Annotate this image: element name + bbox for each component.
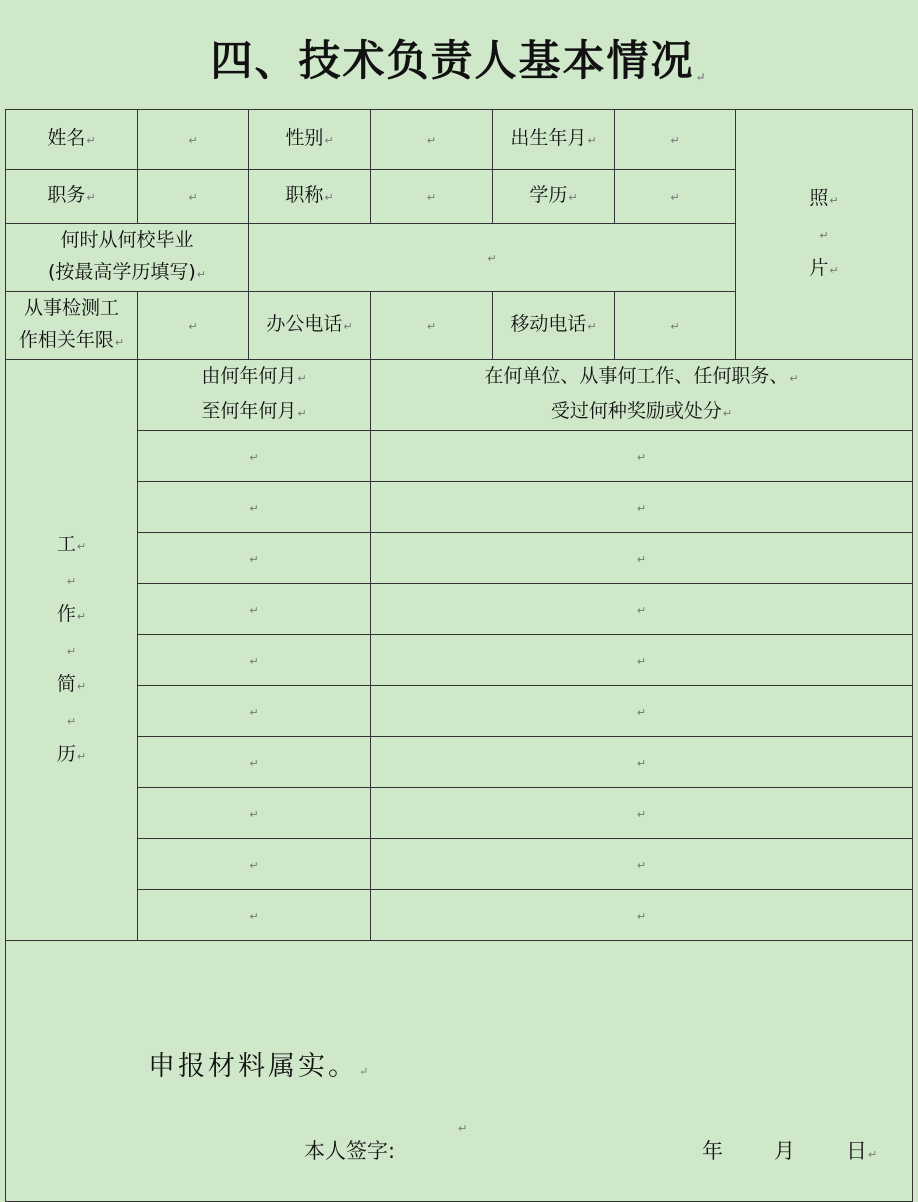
position-label: 职务↵ xyxy=(6,170,138,224)
table-row xyxy=(6,890,913,941)
period-field[interactable]: ↵ xyxy=(138,890,371,941)
table-row xyxy=(6,584,913,635)
gender-label: 性别↵ xyxy=(249,110,371,170)
position-field[interactable]: ↵ xyxy=(138,170,249,224)
resume-label: 工↵ ↵ 作↵ ↵ 简↵ ↵ 历↵ xyxy=(6,360,138,941)
detail-field[interactable]: ↵ xyxy=(371,890,913,941)
title-label: 职称↵ xyxy=(249,170,371,224)
table-row xyxy=(6,839,913,890)
birth-label: 出生年月↵ xyxy=(493,110,615,170)
period-field[interactable]: ↵ xyxy=(138,584,371,635)
education-field[interactable]: ↵ xyxy=(615,170,736,224)
birth-field[interactable]: ↵ xyxy=(615,110,736,170)
table-row xyxy=(6,533,913,584)
office-phone-label: 办公电话↵ xyxy=(249,292,371,360)
title-field[interactable]: ↵ xyxy=(371,170,493,224)
name-field[interactable]: ↵ xyxy=(138,110,249,170)
detail-field[interactable]: ↵ xyxy=(371,482,913,533)
date-month-label: 月 xyxy=(774,1139,795,1163)
photo-label-2: 片↵ xyxy=(809,257,839,279)
mobile-phone-label: 移动电话↵ xyxy=(493,292,615,360)
period-field[interactable]: ↵ xyxy=(138,686,371,737)
photo-box[interactable]: 照↵ ↵ 片↵ xyxy=(736,110,913,360)
period-field[interactable]: ↵ xyxy=(138,482,371,533)
detail-field[interactable]: ↵ xyxy=(371,839,913,890)
detail-field[interactable]: ↵ xyxy=(371,788,913,839)
table-row xyxy=(6,788,913,839)
school-field[interactable]: ↵ xyxy=(249,224,736,292)
signature-label: 本人签字: xyxy=(304,1139,396,1163)
years-label: 从事检测工 作相关年限↵ xyxy=(6,292,138,360)
table-row xyxy=(6,686,913,737)
detail-header: 在何单位、从事何工作、任何职务、↵ 受过何种奖励或处分↵ xyxy=(371,360,913,431)
detail-field[interactable]: ↵ xyxy=(371,635,913,686)
period-field[interactable]: ↵ xyxy=(138,431,371,482)
detail-field[interactable]: ↵ xyxy=(371,533,913,584)
technical-lead-form xyxy=(5,109,913,1202)
photo-label-1: 照↵ xyxy=(809,187,839,209)
table-row xyxy=(6,482,913,533)
page-title: 四、技术负责人基本情况↵ xyxy=(210,36,708,85)
period-field[interactable]: ↵ xyxy=(138,635,371,686)
detail-field[interactable]: ↵ xyxy=(371,584,913,635)
detail-field[interactable]: ↵ xyxy=(371,431,913,482)
office-phone-field[interactable]: ↵ xyxy=(371,292,493,360)
table-row xyxy=(6,635,913,686)
period-header: 由何年何月↵ 至何年何月↵ xyxy=(138,360,371,431)
gender-field[interactable]: ↵ xyxy=(371,110,493,170)
date-year-label: 年 xyxy=(702,1139,723,1163)
education-label: 学历↵ xyxy=(493,170,615,224)
school-label: 何时从何校毕业 (按最高学历填写)↵ xyxy=(6,224,249,292)
table-row xyxy=(6,431,913,482)
period-field[interactable]: ↵ xyxy=(138,533,371,584)
mobile-phone-field[interactable]: ↵ xyxy=(615,292,736,360)
period-field[interactable]: ↵ xyxy=(138,839,371,890)
date-day-label: 日↵ xyxy=(846,1139,878,1163)
name-label: 姓名↵ xyxy=(6,110,138,170)
period-field[interactable]: ↵ xyxy=(138,788,371,839)
declaration-section: 申报材料属实。↵ ↵ 本人签字: 年 月 日↵ xyxy=(6,941,913,1202)
period-field[interactable]: ↵ xyxy=(138,737,371,788)
declaration-text: 申报材料属实。↵ xyxy=(148,1051,372,1082)
table-row xyxy=(6,737,913,788)
detail-field[interactable]: ↵ xyxy=(371,737,913,788)
years-field[interactable]: ↵ xyxy=(138,292,249,360)
detail-field[interactable]: ↵ xyxy=(371,686,913,737)
